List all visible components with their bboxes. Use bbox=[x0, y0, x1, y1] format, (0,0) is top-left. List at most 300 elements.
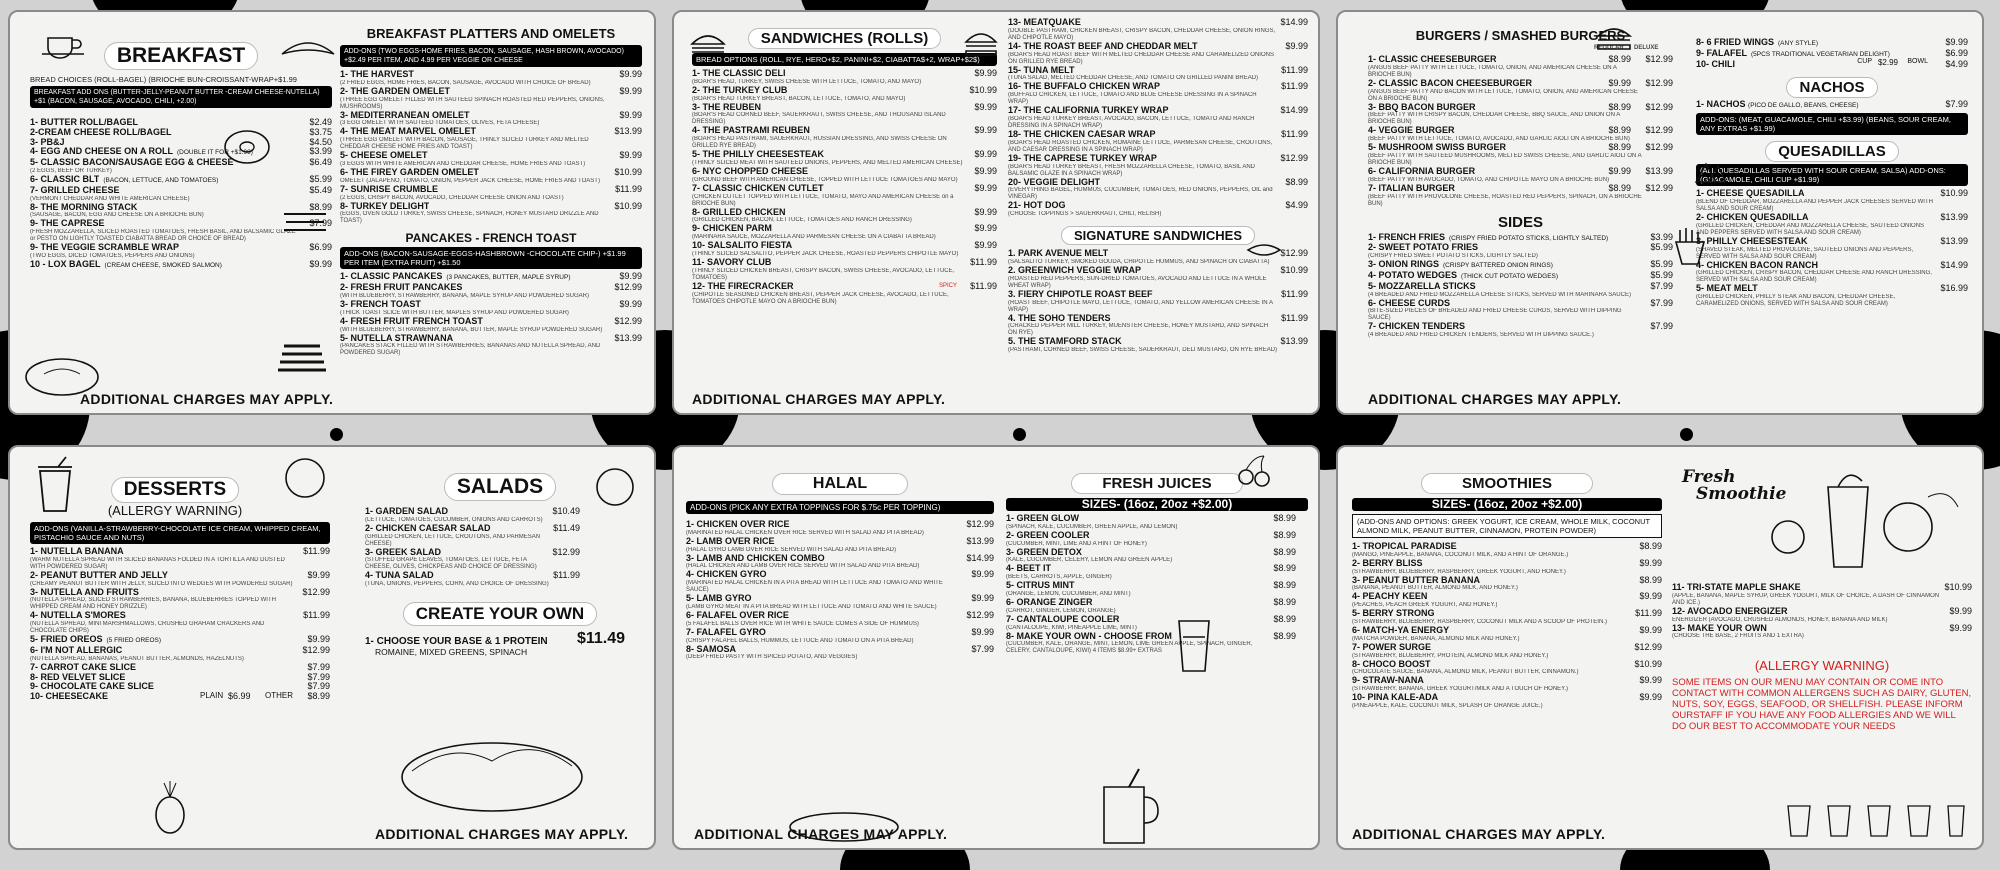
menu-item-price-deluxe: $12.99 bbox=[1645, 125, 1673, 136]
create-your-own-title: CREATE YOUR OWN bbox=[403, 602, 597, 626]
menu-item-description: (KALE, CUCUMBER, CELERY, LEMON AND GREEN APPLE) bbox=[1006, 557, 1173, 564]
menu-item-price: $11.99 bbox=[553, 570, 580, 581]
menu-item-price: $7.99 bbox=[307, 671, 330, 682]
menu-item-description: (STRAWBERRY, BLUEBERRY, RASPBERRY, GREEK YOGURT, AND HONEY.) bbox=[1352, 568, 1566, 575]
menu-item-description: (THINLY SLICED MEAT WITH SAUTÉED ONIONS, PEPPERS, AND MELTED AMERICAN CHEESE) bbox=[692, 159, 963, 166]
menu-item-price: $3.99 bbox=[309, 146, 332, 157]
menu-item bbox=[1008, 178, 1308, 202]
menu-item-name: 12- THE FIRECRACKER bbox=[692, 281, 794, 291]
nachos-item: 1- NACHOS (PICO DE GALLO, BEANS, CHEESE) $7.99 bbox=[1696, 99, 1968, 110]
bread-options: BREAD OPTIONS (ROLL, RYE, HERO+$2, PANINI+$2, CIABATTA$+2, WRAP+$2$) bbox=[692, 53, 997, 66]
menu-item-price: $9.99 bbox=[974, 240, 997, 251]
menu-item-note: (ANY STYLE) bbox=[1778, 40, 1818, 47]
menu-item-description: (CHOOSE THE BASE, 2 FRUITS AND 1 EXTRA) bbox=[1672, 633, 1804, 640]
breakfast-list bbox=[30, 118, 332, 271]
menu-item bbox=[30, 158, 332, 175]
menu-item bbox=[30, 128, 332, 138]
menu-item-name: 9- THE CAPRESE bbox=[30, 219, 105, 229]
coffee-cup-icon bbox=[40, 26, 90, 60]
menu-item-description: (ORANGE, LEMON, CUCUMBER, AND MINT) bbox=[1006, 590, 1131, 597]
menu-item bbox=[30, 588, 330, 612]
menu-item-name: 8- 6 FRIED WINGS bbox=[1696, 38, 1775, 47]
halal-addons: ADD-ONS (PICK ANY EXTRA TOPPINGS FOR $.75c PER TOPPING) bbox=[686, 501, 994, 514]
menu-item-description: (GRILLED CHICKEN, PHILLY STEAK AND BACON, CHEDDAR CHEESE, CARAMELIZED ONIONS, SERVED WITH SALSA AND SOUR CREAM) bbox=[1696, 294, 1896, 308]
menu-item-description: (CARROT, GINGER, LEMON, ORANGE) bbox=[1006, 607, 1116, 614]
menu-item-description: (MARINATED HALAL CHICKEN OVER RICE SERVED WITH SALAD AND PITA BREAD) bbox=[686, 529, 924, 536]
menu-item-price: $10.99 bbox=[614, 166, 642, 177]
menu-item-name: 10- SALSALITO FIESTA bbox=[692, 241, 793, 251]
menu-item-description: (ROASTED RED PEPPERS, SUN-DRIED TOMATOES, AVOCADO AND LETTUCE IN A WHOLE WHEAT WRAP) bbox=[1008, 275, 1267, 289]
menu-item-name: 5- LAMB GYRO bbox=[686, 594, 752, 604]
quesadillas-addons: (ALL QUESADILLAS SERVED WITH SOUR CREAM, SALSA) ADD-ONS: (GUACAMOLE, CHILI CUP +$1.99) bbox=[1696, 164, 1968, 186]
menu-item-name: 7- CHICKEN TENDERS bbox=[1368, 322, 1466, 332]
menu-item-name: 2-CREAM CHEESE ROLL/BAGEL bbox=[30, 127, 172, 137]
menu-item-price: $5.99 bbox=[309, 173, 332, 184]
menu-item-price: $6.99 bbox=[1945, 47, 1968, 58]
menu-item-name: 3- ONION RINGS bbox=[1368, 260, 1440, 270]
halal-list bbox=[686, 520, 994, 661]
smoothie-jar-icon bbox=[1074, 767, 1194, 847]
bagel-icon bbox=[220, 122, 274, 172]
menu-item-price: $10.99 bbox=[1944, 582, 1972, 592]
menu-item-name: 9- CHICKEN PARM bbox=[692, 224, 772, 234]
menu-item-price: $14.99 bbox=[1280, 105, 1308, 116]
menu-item-description: (CRISPY FALAFEL BALLS, HUMMUS, LETTUCE AND TOMATO ON A PITA BREAD) bbox=[686, 637, 914, 644]
menu-item-description: (NUTELLA SPREAD, MINI MARSHMALLOWS, CRUSHED GRAHAM CRACKERS AND CHOCOLATE CHIPS) bbox=[30, 621, 265, 635]
menu-item-price: $13.99 bbox=[1280, 336, 1308, 347]
bread-choices: BREAD CHOICES (ROLL-BAGEL) (BRIOCHE BUN-CROISSANT-WRAP+$1.99 bbox=[30, 75, 297, 84]
halal-title: HALAL bbox=[772, 473, 908, 495]
gyro-plate-icon bbox=[784, 807, 904, 847]
menu-item-name: 7- FALAFEL GYRO bbox=[686, 627, 766, 637]
menu-item-price: $13.99 bbox=[1940, 235, 1968, 246]
menu-item-description: (LAMB GYRO MEAT IN A PITA BREAD WITH LETTUCE AND TOMATO AND WHITE SAUCE) bbox=[686, 603, 937, 610]
menu-item-name: 16- THE BUFFALO CHICKEN WRAP bbox=[1008, 82, 1161, 92]
menu-item bbox=[686, 594, 994, 611]
desserts-addons: ADD-ONS (VANILLA-STRAWBERRY-CHOCOLATE ICE CREAM, WHIPPED CREAM, PISTACHIO SAUCE AND NUTS) bbox=[30, 522, 330, 544]
menu-item-description: (HALAL CHICKEN AND LAMB OVER RICE SERVED WITH SALAD AND PITA BREAD) bbox=[686, 563, 920, 570]
menu-item-name: 4- TUNA SALAD bbox=[365, 571, 434, 581]
menu-item-price: $8.99 bbox=[307, 691, 330, 702]
menu-item-price: $12.99 bbox=[1634, 641, 1662, 652]
menu-item-name: 3- GREEN DETOX bbox=[1006, 547, 1082, 557]
menu-item-description: (WITH BLUEBERRY, STRAWBERRY, BANANA, MAPLE SYRUP AND POWDERED SUGAR) bbox=[340, 292, 589, 299]
menu-item bbox=[692, 184, 997, 208]
menu-item-name: 12- AVOCADO ENERGIZER bbox=[1672, 606, 1788, 616]
cherry-icon bbox=[1234, 453, 1274, 487]
menu-item-price: $8.99 bbox=[1639, 574, 1662, 585]
menu-item bbox=[686, 537, 994, 554]
menu-item-name: 8- THE MORNING STACK bbox=[30, 202, 138, 212]
menu-item bbox=[692, 103, 997, 127]
menu-item-name: 1- FRENCH FRIES bbox=[1368, 232, 1446, 242]
menu-item bbox=[30, 646, 330, 663]
signature-list bbox=[1008, 249, 1308, 354]
menu-item-description: (SAUSAGE, BACON, EGG AND CHEESE ON A BRIOCHE BUN) bbox=[30, 212, 204, 219]
menu-item bbox=[1006, 548, 1296, 565]
menu-item-price-regular: $9.99 bbox=[1608, 165, 1631, 176]
menu-item-description: (4 BREADED AND FRIED CHICKEN TENDERS, SERVED WITH DIPPING SAUCE.) bbox=[1368, 332, 1594, 339]
nachos-column bbox=[1696, 12, 1968, 413]
menu-item-name: 2- THE TURKEY CLUB bbox=[692, 85, 788, 95]
platters-title: BREAKFAST PLATTERS AND OMELETS bbox=[366, 26, 616, 41]
menu-item-name: 5- THE PHILLY CHEESESTEAK bbox=[692, 150, 825, 160]
menu-item-price: $13.99 bbox=[966, 535, 994, 546]
menu-item-description: (WITH BLUEBERRY, STRAWBERRY, BANANA, BUTTER, MAPLE SYRUP POWDERED SUGAR) bbox=[340, 326, 603, 333]
menu-item-name: 4- CHICKEN GYRO bbox=[686, 570, 767, 580]
burgers-title: BURGERS / SMASHED BURGERS bbox=[1415, 28, 1626, 43]
menu-item-name: 8- MAKE YOUR OWN - CHOOSE FROM bbox=[1006, 631, 1172, 641]
menu-item-description: (TUNA, ONIONS, PEPPERS, CORN, AND CHOICE OF DRESSING) bbox=[365, 581, 549, 588]
menu-item-price: $4.99 bbox=[1945, 58, 1968, 69]
menu-item-name: 2- CHICKEN QUESADILLA bbox=[1696, 212, 1809, 222]
menu-item-name: 1- CHEESE QUESADILLA bbox=[1696, 189, 1805, 199]
menu-item-description: (STUFFED GRAPE LEAVES, TOMATOES, LETTUCE, FETA CHEESE, OLIVES, CHICKPEAS AND CHOICE OF DRESSING) bbox=[365, 557, 537, 571]
footer-note: ADDITIONAL CHARGES MAY APPLY. bbox=[692, 391, 946, 407]
menu-item-name: 6- I'M NOT ALLERGIC bbox=[30, 645, 123, 655]
menu-item-price: $9.99 bbox=[974, 125, 997, 136]
menu-item-price-deluxe: $12.99 bbox=[1645, 142, 1673, 153]
menu-item-price-deluxe: $12.99 bbox=[1645, 182, 1673, 193]
sandwiches-list-2 bbox=[1008, 18, 1308, 218]
menu-item-name: 6- CHEESE CURDS bbox=[1368, 298, 1451, 308]
menu-item-name: 4- FRESH FRUIT FRENCH TOAST bbox=[340, 316, 483, 326]
menu-item-name: 13- MEATQUAKE bbox=[1008, 18, 1081, 27]
menu-item-price: $8.99 bbox=[1273, 563, 1296, 574]
menu-item-description: (STRAWBERRY, BLUEBERRY, PROTEIN, ALMOND MILK AND HONEY.) bbox=[1352, 652, 1549, 659]
menu-item-description: (TWO EGGS, DICED TOMATOES, PEPPERS AND ONIONS) bbox=[30, 252, 195, 259]
menu-item-description: (ANGUS BEEF PATTY AND BACON WITH LETTUCE, TOMATO, ONION, AND AMERICAN CHEESE ON A BRIOCHE BUN) bbox=[1368, 88, 1638, 102]
menu-item-name: 7- GRILLED CHEESE bbox=[30, 185, 120, 195]
menu-item-name: 7- CARROT CAKE SLICE bbox=[30, 662, 137, 672]
menu-item bbox=[30, 147, 332, 158]
halal-juices-panel bbox=[672, 445, 1320, 850]
menu-item bbox=[1008, 314, 1308, 338]
menu-item bbox=[1672, 583, 1972, 607]
sandwiches-list bbox=[692, 69, 997, 306]
menu-item-price-regular: $8.99 bbox=[1608, 125, 1631, 136]
menu-item-description: (BEEF PATTY WITH CRISPY BACON, CHEDDAR CHEESE, BBQ SAUCE, AND ONION ON A BRIOCHE BUN) bbox=[1368, 112, 1620, 126]
menu-item bbox=[340, 87, 642, 111]
menu-item-price: $8.99 bbox=[1273, 596, 1296, 607]
menu-item bbox=[1368, 103, 1673, 127]
menu-item-price: $12.99 bbox=[1280, 152, 1308, 163]
menu-item-description: (SALSALITO TURKEY, SMOKED GOUDA, CHIPOTLE HUMMUS, AND SPINACH ON CIABATTA) bbox=[1008, 258, 1270, 265]
menu-item-name: 8- SAMOSA bbox=[686, 644, 737, 654]
menu-item-description: ENERGIZER (AVOCADO, CRUSHED ALMONDS, HONEY, BANANA AND MILK) bbox=[1672, 616, 1888, 623]
menu-item-name: 9- CHOCOLATE CAKE SLICE bbox=[30, 682, 154, 692]
menu-item-price: $5.99 bbox=[1650, 242, 1673, 253]
sandwiches-column bbox=[692, 12, 997, 413]
menu-item-description: (BEEF PATTY WITH SAUTÉED MUSHROOMS, MELTED SWISS CHEESE, AND GARLIC AIOLI ON A BRIOCHE BUN) bbox=[1368, 152, 1642, 166]
menu-item bbox=[1696, 213, 1968, 237]
footer-note: ADDITIONAL CHARGES MAY APPLY. bbox=[375, 826, 629, 842]
menu-item bbox=[686, 628, 994, 645]
quesadillas-title: QUESADILLAS bbox=[1765, 141, 1899, 162]
menu-item-name: 4- POTATO WEDGES bbox=[1368, 270, 1458, 280]
menu-item-price: $11.99 bbox=[1281, 64, 1308, 75]
menu-item bbox=[1368, 233, 1673, 244]
menu-item bbox=[1006, 564, 1296, 581]
menu-item bbox=[340, 317, 642, 334]
menu-item-description: (BOAR'S HEAD, TURKEY, SWISS CHEESE WITH LETTUCE, TOMATO, AND MAYO) bbox=[692, 78, 922, 85]
menu-item-price: $9.99 bbox=[1949, 622, 1972, 633]
menu-item-price: $7.99 bbox=[1650, 280, 1673, 291]
juice-glass-icon bbox=[1169, 607, 1219, 677]
menu-item bbox=[1008, 66, 1308, 83]
menu-item bbox=[1368, 299, 1673, 323]
menu-item-price: $12.99 bbox=[1280, 248, 1308, 259]
desserts-title: DESSERTS bbox=[111, 477, 239, 503]
menu-item-description: (THINLY SLICED SALSALITO, PEPPER JACK CHEESE, ROASTED PEPPERS CHIPOTLE MAYO) bbox=[692, 250, 959, 257]
menu-item-price: $9.99 bbox=[619, 109, 642, 120]
menu-item-description: (GRILLED CHICKEN, CHEDDAR AND MOZZARELLA CHEESE, SAUTÉED ONIONS AND PEPPERS SERVED WITH SALSA AND SOUR CREAM) bbox=[1696, 222, 1925, 236]
menu-item-price: $11.99 bbox=[970, 256, 997, 267]
burger-icon bbox=[1594, 22, 1634, 52]
menu-item-price: $12.99 bbox=[302, 586, 330, 597]
menu-item-name: 3- GREEK SALAD bbox=[365, 547, 442, 557]
menu-item bbox=[1368, 79, 1673, 103]
menu-item bbox=[1352, 643, 1662, 660]
sandwiches-title: SANDWICHES (ROLLS) bbox=[748, 28, 942, 49]
menu-item bbox=[1006, 615, 1296, 632]
menu-item-description: (5 FALAFEL BALLS OVER RICE WITH WHITE SAUCE COMES A SIDE OF HUMMUS) bbox=[686, 620, 919, 627]
menu-item-description: (SPINACH, KALE, CUCUMBER, GREEN APPLE, AND LEMON) bbox=[1006, 523, 1178, 530]
menu-item-description: (EGGS, OVEN GOLD TURKEY, SWISS CHEESE, SPINACH, HONEY MUSTARD DRIZZLE AND TOAST) bbox=[340, 211, 599, 225]
menu-item-price: $11.99 bbox=[1281, 128, 1308, 139]
menu-item bbox=[1008, 42, 1308, 66]
menu-item bbox=[340, 300, 642, 317]
smoothies-list bbox=[1352, 542, 1662, 710]
pancake-stack-icon bbox=[272, 332, 332, 382]
menu-item-description: (THINLY SLICED CHICKEN BREAST, CRISPY BACON, SWISS CHEESE, AVOCADO, LETTUCE, TOMATOES) bbox=[692, 267, 955, 281]
menu-item-price: $11.99 bbox=[303, 546, 330, 556]
menu-item bbox=[1368, 282, 1673, 299]
menu-item-description: (APPLE, BANANA, MAPLE SYRUP, GREEK YOGURT, MILK OF CHOICE, A DASH OF CINNAMON AND ICE.) bbox=[1672, 592, 1940, 606]
menu-item-price: $9.99 bbox=[974, 165, 997, 176]
menu-item-price: $9.99 bbox=[971, 593, 994, 604]
menu-item-price: $10.99 bbox=[969, 84, 997, 95]
menu-item-name: 7- POWER SURGE bbox=[1352, 642, 1432, 652]
menu-item-price: $11.99 bbox=[1281, 288, 1308, 299]
menu-item-price: $12.99 bbox=[614, 315, 642, 326]
menu-item-note: (5PCS TRADITIONAL VEGETARIAN DELIGHT) bbox=[1751, 50, 1890, 58]
menu-item-price: $3.99 bbox=[1650, 231, 1673, 242]
menu-item-price: $9.99 bbox=[619, 85, 642, 96]
menu-item-name: 1- GREEN GLOW bbox=[1006, 514, 1080, 523]
menu-item-name: 5- MOZZARELLA STICKS bbox=[1368, 281, 1476, 291]
menu-item-price: $9.99 bbox=[619, 150, 642, 161]
menu-item-description: (GRILLED CHICKEN, LETTUCE, CROUTONS, AND PARMESAN CHEESE) bbox=[365, 533, 541, 547]
menu-item bbox=[1368, 55, 1673, 79]
menu-item-price: $13.99 bbox=[614, 332, 642, 343]
menu-item bbox=[1352, 693, 1662, 710]
menu-item bbox=[686, 554, 994, 571]
menu-item bbox=[1006, 531, 1296, 548]
menu-item-name: 1- BUTTER ROLL/BAGEL bbox=[30, 118, 138, 127]
menu-item-description: (PANCAKES STACK FILLED WITH STRAWBERRIES, BANANAS AND NUTELLA SPREAD, AND POWDERED SUGAR) bbox=[340, 343, 601, 357]
menu-item-price: $10.99 bbox=[1940, 188, 1968, 199]
milkshakes-icon bbox=[1778, 792, 1968, 842]
menu-item-description: (THICK TOAST SLICE WITH BUTTER, MAPLES SYRUP AND POWDERED SUGAR) bbox=[340, 309, 569, 316]
menu-item-name: 3- FRENCH TOAST bbox=[340, 299, 421, 309]
menu-item-price: $9.99 bbox=[619, 298, 642, 309]
menu-item-price: $7.99 bbox=[309, 218, 332, 229]
menu-item-name: 6- MATCH-YA ENERGY bbox=[1352, 625, 1450, 635]
salad-bowl-icon bbox=[392, 727, 592, 817]
menu-item-price: $11.99 bbox=[1635, 608, 1662, 619]
menu-item-description: (VERMONT CHEDDAR AND WHITE AMERICAN CHEESE) bbox=[30, 195, 190, 202]
menu-item-description: (WARM NUTELLA SPREAD WITH SLICED BANANAS FOLDED IN A TORTILLA AND DUSTED WITH POWDERED SUGAR) bbox=[30, 556, 285, 570]
menu-item-description: (CHOOSE TOPPINGS > SAUERKRAUT, CHILI, RELISH) bbox=[1008, 211, 1162, 218]
menu-item bbox=[1696, 284, 1968, 308]
menu-item-name: 9- STRAW-NANA bbox=[1352, 676, 1424, 686]
menu-item-description: (TUNA SALAD, MELTED CHEDDAR CHEESE, AND TOMATO ON GRILLED PANINI BREAD) bbox=[1008, 75, 1259, 82]
menu-item-name: 4- THE PASTRAMI REUBEN bbox=[692, 126, 810, 136]
menu-item-description: (BOAR'S HEAD CORNED BEEF, SAUERKRAUT, SWISS CHEESE, AND THOUSAND ISLAND DRESSING) bbox=[692, 112, 946, 126]
menu-item-name: 18- THE CHICKEN CAESAR WRAP bbox=[1008, 129, 1156, 139]
menu-item-name: 6- CLASSIC BLT bbox=[30, 174, 100, 184]
menu-item-price: $8.99 bbox=[1273, 630, 1296, 641]
menu-item-price: $11.99 bbox=[615, 183, 642, 194]
menu-item-note: (BACON, LETTUCE, AND TOMATOES) bbox=[103, 176, 219, 184]
menu-item-price: $12.99 bbox=[966, 519, 994, 529]
menu-item-note: (THICK CUT POTATO WEDGES) bbox=[1461, 272, 1559, 280]
menu-item-description: (ROAST BEEF, CHIPOTLE MAYO, LETTUCE, TOMATO, AND YELLOW AMERICAN CHEESE IN A WRAP) bbox=[1008, 299, 1273, 313]
plate-icon bbox=[22, 352, 102, 402]
menu-item-name: 5- MUSHROOM SWISS BURGER bbox=[1368, 143, 1507, 153]
menu-item-price: $8.99 bbox=[309, 201, 332, 212]
menu-item-name: 6- FALAFEL OVER RICE bbox=[686, 610, 789, 620]
breakfast-addons: BREAKFAST ADD ONS (BUTTER-JELLY-PEANUT BUTTER -CREAM CHEESE-NUTELLA) +$1 (BACON, SAUSAGE, AVOCADO, CHILI, +2.00) bbox=[30, 86, 332, 108]
menu-item bbox=[1696, 189, 1968, 213]
menu-item-note: (CRISPY FRIED POTATO STICKS, LIGHTLY SALTED) bbox=[1449, 234, 1609, 242]
menu-item-description: (CHICKEN CUTLET TOPPED WITH LETTUCE, TOMATO, MAYO AND AMERICAN CHEESE on a BRIOCHE BUN) bbox=[692, 193, 954, 207]
menu-item-price: $8.99 bbox=[1273, 546, 1296, 557]
menu-item bbox=[340, 334, 642, 358]
smoothies-column bbox=[1352, 447, 1662, 848]
menu-item-name: 1- THE HARVEST bbox=[340, 70, 414, 79]
chili-cup-label: CUP bbox=[1857, 58, 1872, 66]
menu-item bbox=[1368, 271, 1673, 282]
chili-bowl-label: BOWL bbox=[1907, 58, 1928, 66]
menu-item bbox=[1368, 126, 1673, 143]
menu-item-name: 1- THE CLASSIC DELI bbox=[692, 69, 786, 78]
menu-item-price: $9.99 bbox=[974, 206, 997, 217]
menu-item-name: 2- CLASSIC BACON CHEESEBURGER bbox=[1368, 78, 1533, 88]
menu-item-description: (GROUND BEEF WITH AMERICAN CHEESE, TOPPED WITH LETTUCE TOMATOES AND MAYO) bbox=[692, 176, 958, 183]
menu-item-price: $5.99 bbox=[1650, 269, 1673, 280]
menu-item-name: 7- SUNRISE CRUMBLE bbox=[340, 184, 439, 194]
menu-item-name: 15- TUNA MELT bbox=[1008, 65, 1075, 75]
juices-sizes: SIZES- (16oz, 20oz +$2.00) bbox=[1006, 498, 1308, 511]
menu-item-name: 2- LAMB OVER RICE bbox=[686, 536, 775, 546]
menu-item-description: (BITE-SIZED PIECES OF BREADED AND FRIED CHEESE CURDS, SERVED WITH DIPPING SAUCE) bbox=[1368, 308, 1622, 322]
menu-item-name: 8- RED VELVET SLICE bbox=[30, 672, 126, 682]
menu-item-name: 2- PEANUT BUTTER AND JELLY bbox=[30, 570, 168, 580]
menu-item bbox=[1006, 632, 1296, 656]
menu-item-description: (CRISPY FRIED SWEET POTATO STICKS, LIGHTLY SALTED) bbox=[1368, 253, 1538, 260]
menu-item-name: 5. THE STAMFORD STACK bbox=[1008, 337, 1122, 347]
create-your-own-step: 1- CHOOSE YOUR BASE & 1 PROTEIN bbox=[365, 636, 548, 648]
menu-item-name: 10 - LOX BAGEL bbox=[30, 259, 101, 269]
menu-item bbox=[340, 168, 642, 185]
menu-item-name: 6- NYC CHOPPED CHEESE bbox=[692, 166, 809, 176]
menu-item-price: $4.50 bbox=[309, 136, 332, 147]
menu-item-name: 4- EGG AND CHEESE ON A ROLL bbox=[30, 147, 174, 157]
menu-item bbox=[692, 167, 997, 184]
menu-item-name: 9- FALAFEL bbox=[1696, 48, 1747, 58]
menu-item bbox=[30, 243, 332, 260]
spicy-tag: SPICY bbox=[938, 282, 957, 289]
create-your-own-bases: ROMAINE, MIXED GREENS, SPINACH bbox=[375, 647, 528, 658]
menu-item-name: 3- THE REUBEN bbox=[692, 102, 762, 112]
menu-item-price: $11.99 bbox=[303, 610, 330, 621]
desserts-salads-panel bbox=[8, 445, 656, 850]
menu-item-description: OMELET (JALAPENO, TOMATO, ONION, PEPPER JACK CHEESE, HOME FRIES AND TOAST) bbox=[340, 177, 600, 184]
burgers-list bbox=[1368, 55, 1673, 208]
menu-item-description: (MARINATED HALAL CHICKEN IN A PITA BREAD WITH LETTUCE AND TOMATO AND WHITE SAUCE) bbox=[686, 580, 943, 594]
menu-item-price: $9.99 bbox=[1639, 557, 1662, 568]
cheesecake-plain-price: $6.99 bbox=[228, 690, 251, 701]
menu-item-name: 10- CHILI bbox=[1696, 59, 1736, 69]
menu-item-name: 3- BBQ BACON BURGER bbox=[1368, 102, 1476, 112]
menu-item bbox=[340, 70, 642, 87]
menu-item bbox=[340, 127, 642, 151]
menu-item bbox=[365, 548, 580, 572]
menu-item-name: 20- VEGGIE DELIGHT bbox=[1008, 177, 1101, 187]
menu-item bbox=[1008, 201, 1308, 218]
salads-title: SALADS bbox=[444, 473, 556, 501]
menu-item bbox=[340, 283, 642, 300]
menu-item-price-deluxe: $12.99 bbox=[1645, 54, 1673, 64]
menu-item-name: 3- PB&J bbox=[30, 137, 65, 147]
breakfast-panel bbox=[8, 10, 656, 415]
menu-item-name: 19- THE CAPRESE TURKEY WRAP bbox=[1008, 153, 1157, 163]
sandwiches-panel bbox=[672, 10, 1320, 415]
pancakes-list bbox=[340, 272, 642, 357]
menu-item-price: $5.99 bbox=[1650, 259, 1673, 270]
platters-list bbox=[340, 70, 642, 225]
menu-item-price: $12.99 bbox=[552, 546, 580, 557]
menu-item bbox=[365, 571, 580, 588]
menu-item-name: 2- BERRY BLISS bbox=[1352, 558, 1423, 568]
menu-item-description: (LETTUCE, TOMATOES, CUCUMBER, ONIONS AND CARROTS) bbox=[365, 516, 543, 523]
menu-item bbox=[1368, 167, 1673, 184]
menu-item-description: (NUTELLA SPREAD, BANANAS, PEANUT BUTTER, ALMONDS, HAZELNUTS) bbox=[30, 655, 244, 662]
menu-item-price: $9.99 bbox=[307, 634, 330, 645]
menu-item bbox=[1368, 260, 1673, 271]
footer-note: ADDITIONAL CHARGES MAY APPLY. bbox=[694, 826, 948, 842]
menu-item bbox=[30, 547, 330, 571]
sides-title: SIDES bbox=[1497, 213, 1543, 231]
menu-item-price: $10.99 bbox=[1634, 658, 1662, 669]
menu-item-description: (GRILLED CHICKEN, CRISPY BACON, CHEDDAR CHEESE AND RANCH DRESSING, SERVED WITH SALSA AND SOUR CREAM) bbox=[1696, 270, 1932, 284]
menu-item-name: 2- CHICKEN CAESAR SALAD bbox=[365, 523, 491, 533]
menu-item-name: 6- CALIFORNIA BURGER bbox=[1368, 166, 1476, 176]
menu-item-description: (STRAWBERRY, BLUEBERRY, RASPBERRY, COCONUT MILK AND A SCOOP OF PROTEIN.) bbox=[1352, 618, 1607, 625]
signature-title: SIGNATURE SANDWICHES bbox=[1061, 226, 1255, 245]
menu-item-price: $9.99 bbox=[619, 69, 642, 79]
menu-item-note: (5 FRIED OREOS) bbox=[106, 637, 162, 645]
menu-item-price: $9.99 bbox=[1639, 675, 1662, 686]
menu-item bbox=[1368, 243, 1673, 260]
menu-item-name: 10- PIÑA KALE-ADA bbox=[1352, 693, 1439, 703]
regular-header: REGULAR bbox=[1594, 45, 1624, 51]
menu-item-name: 6- THE FIREY GARDEN OMELET bbox=[340, 167, 479, 177]
halal-column bbox=[686, 447, 994, 848]
menu-item-name: 2. GREENWICH VEGGIE WRAP bbox=[1008, 265, 1142, 275]
